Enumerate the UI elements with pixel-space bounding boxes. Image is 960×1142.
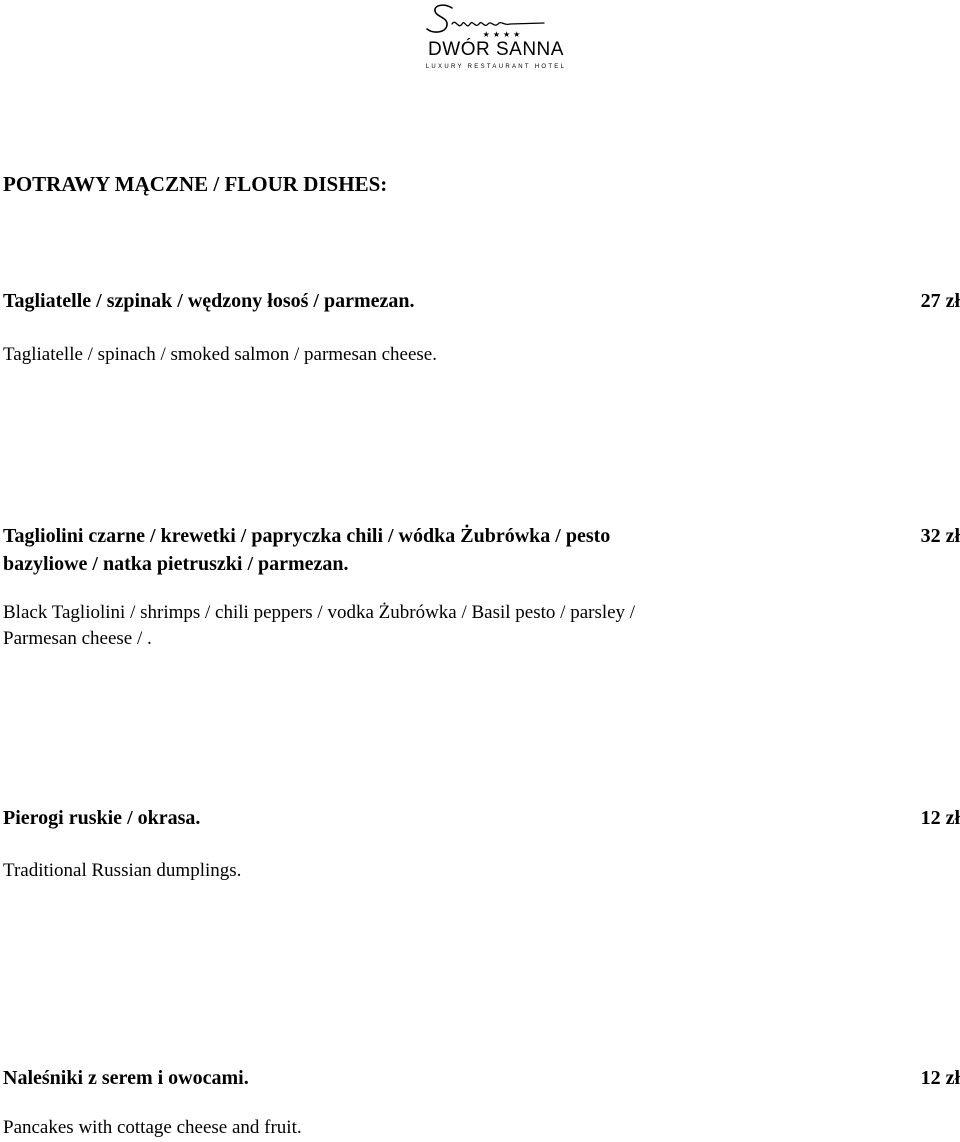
dish-price: 12 zł (920, 807, 960, 829)
dish-name-pl: Pierogi ruskie / okrasa. (3, 807, 201, 829)
dish-name-en: Traditional Russian dumplings. (3, 860, 242, 881)
dish-price: 32 zł (920, 525, 960, 547)
brand-name: DWÓR SANNA (428, 39, 564, 60)
dish-name-en-line: Black Tagliolini / shrimps / chili peppers / vodka Żubrówka / Basil pesto / parsley / (3, 602, 636, 623)
dish-price: 12 zł (920, 1067, 960, 1089)
dish-name-en-line: Parmesan cheese / . (3, 628, 152, 649)
dish-price: 27 zł (920, 290, 960, 312)
dish-name-en: Tagliatelle / spinach / smoked salmon / parmesan cheese. (3, 344, 437, 365)
brand-tagline: LUXURY RESTAURANT HOTEL (425, 64, 567, 70)
restaurant-logo (408, 0, 584, 76)
dish-name-pl-line: bazyliowe / natka pietruszki / parmezan. (3, 553, 349, 575)
dish-name-en: Pancakes with cottage cheese and fruit. (3, 1117, 302, 1138)
dish-name-pl: Tagliatelle / szpinak / wędzony łosoś / parmezan. (3, 290, 415, 312)
section-heading: POTRAWY MĄCZNE / FLOUR DISHES: (3, 172, 388, 196)
dish-name-pl-line: Tagliolini czarne / krewetki / papryczka chili / wódka Żubrówka / pesto (3, 525, 611, 547)
dish-name-pl: Naleśniki z serem i owocami. (3, 1067, 249, 1089)
hotel-rating-stars: ★★★★ (482, 30, 524, 39)
